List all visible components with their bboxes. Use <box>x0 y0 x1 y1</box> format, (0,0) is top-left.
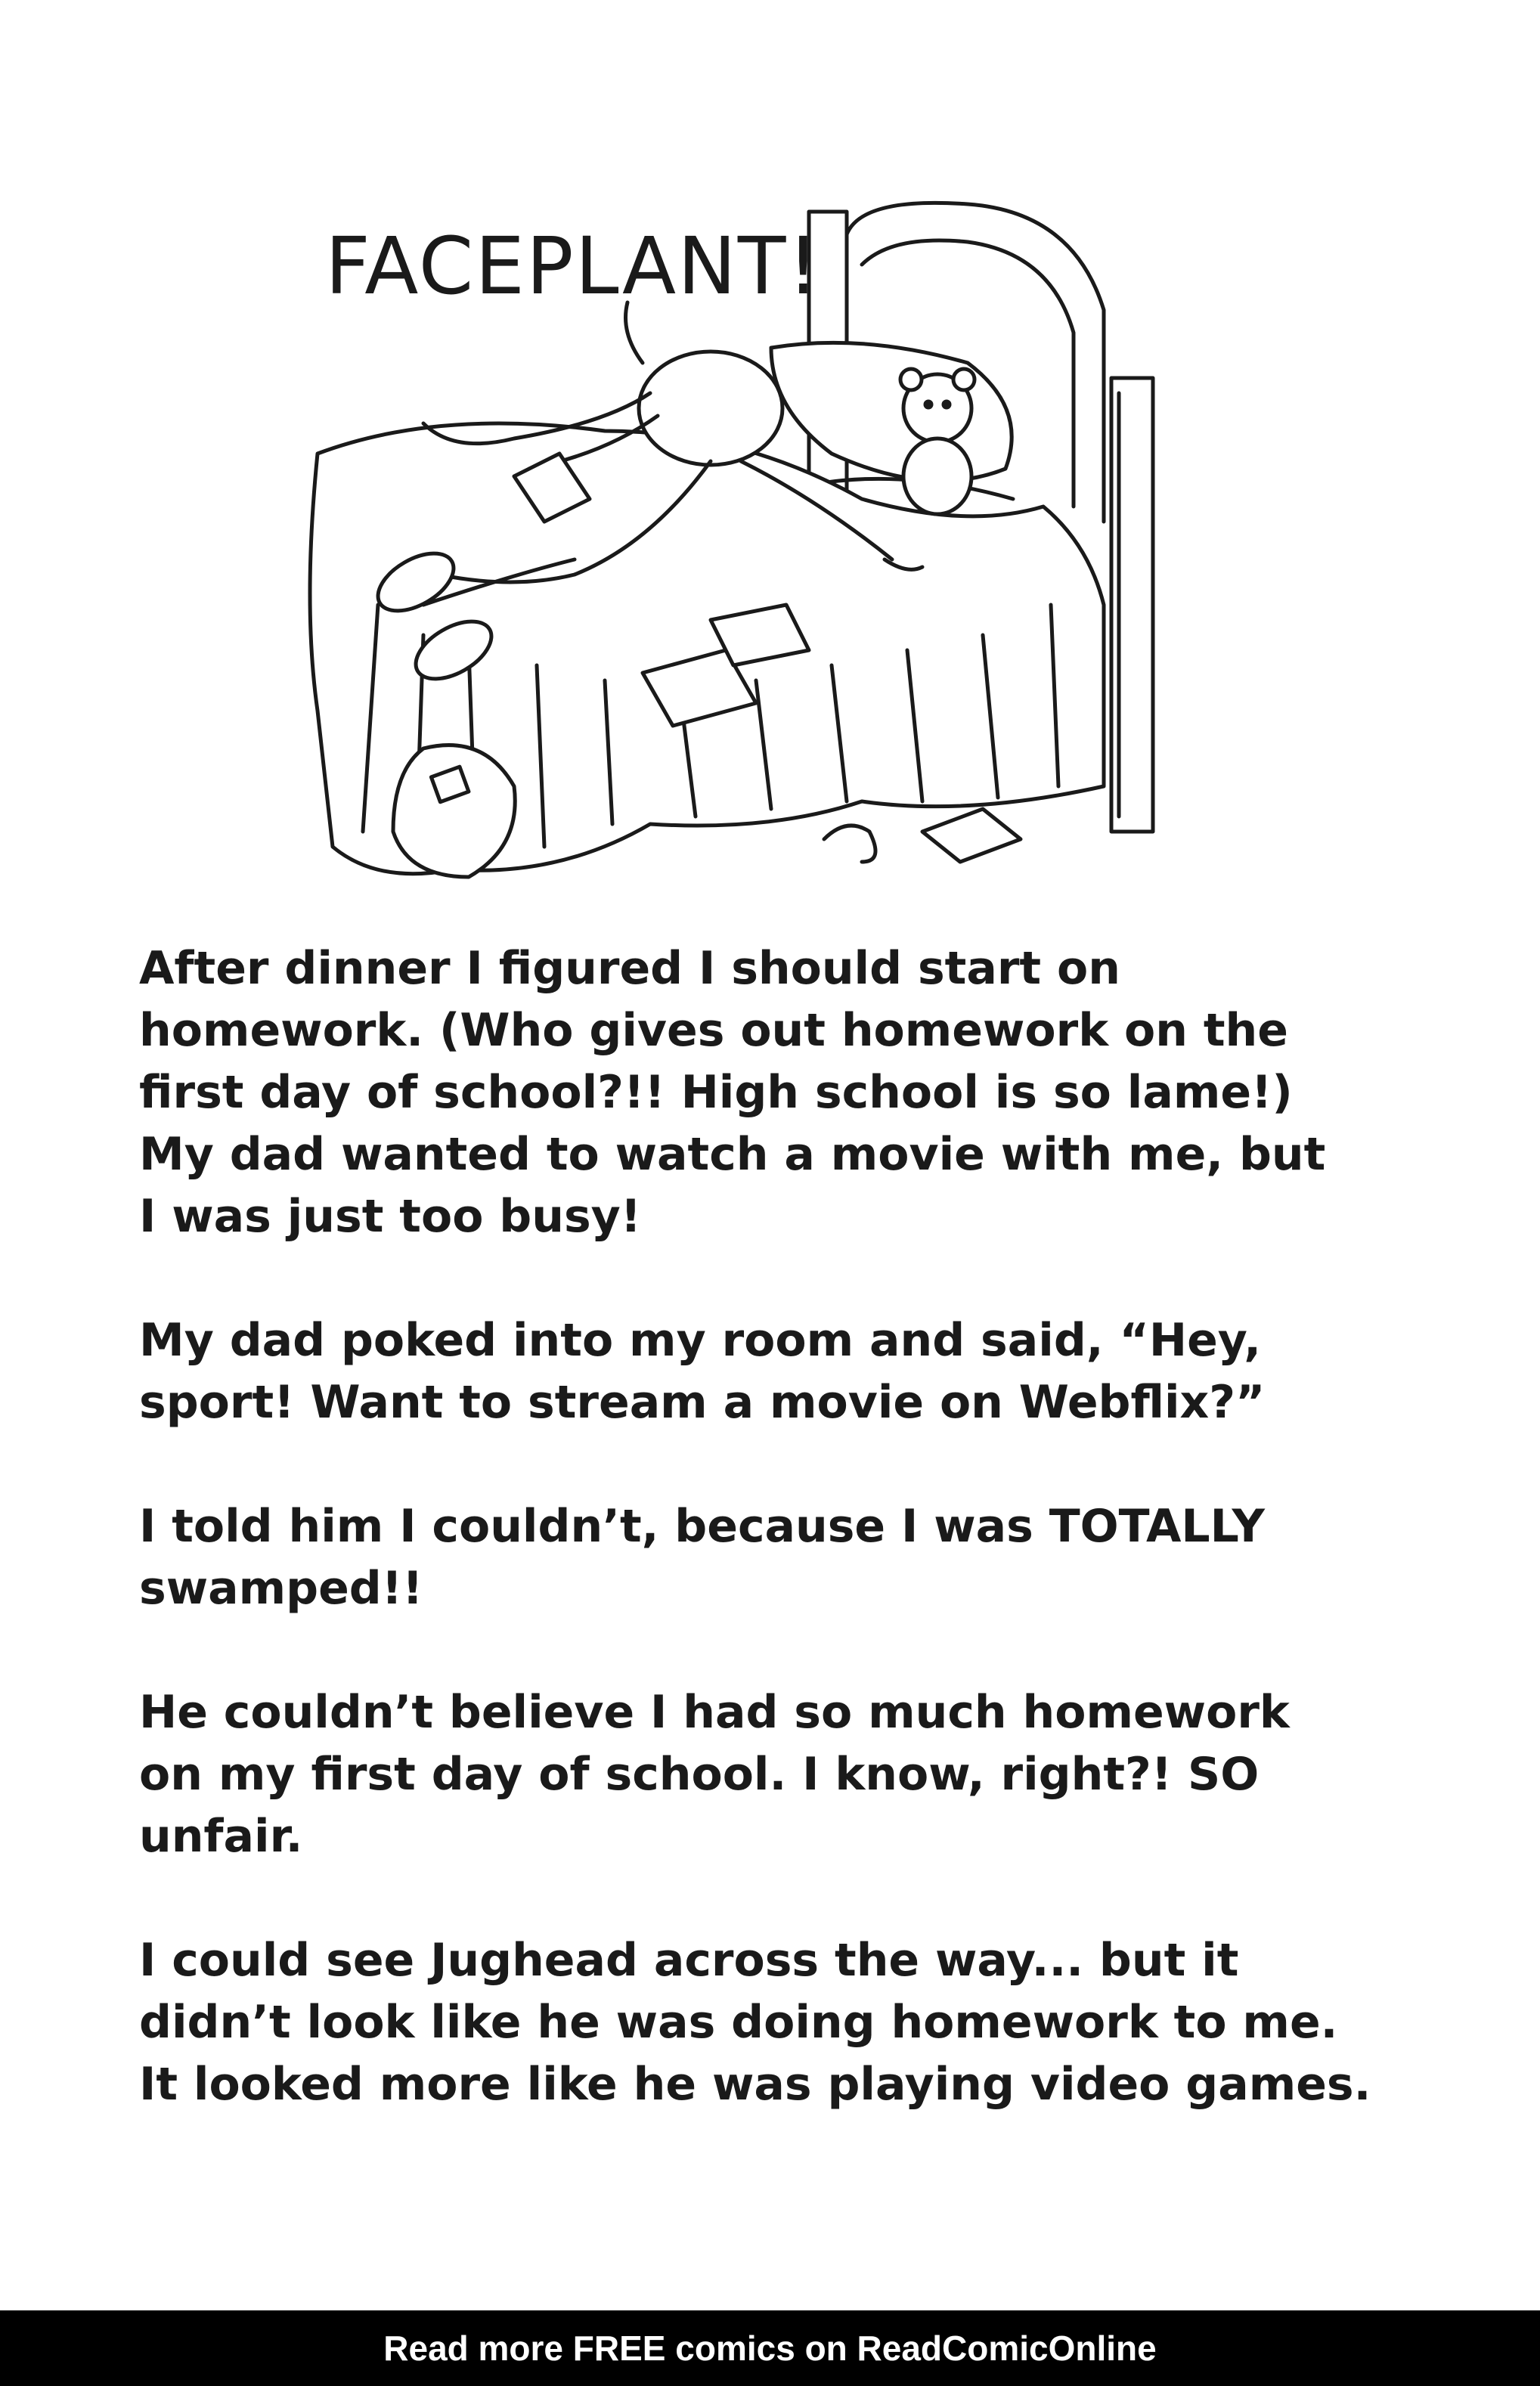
story-paragraph: My dad poked into my room and said, “Hey, sport! Want to stream a movie on Webflix?” <box>139 1314 1266 1429</box>
story-paragraph: I told him I couldn’t, because I was TOTALLY swamped!! <box>139 1500 1265 1615</box>
sound-effect-caption: FACEPLANT! <box>325 220 821 312</box>
story-paragraph: After dinner I figured I should start on homework. (Who gives out homework on the first day of school?!! High school is so lame!) My dad wanted to watch a movie with me, but I was just too busy! <box>139 942 1326 1243</box>
footer-link-text[interactable]: Read more FREE comics on ReadComicOnline <box>383 2329 1157 2368</box>
footer-banner[interactable] <box>0 2310 1540 2386</box>
story-paragraph: I could see Jughead across the way... but it didn’t look like he was doing homework to me. It looked more like he was playing video games. <box>139 1934 1371 2111</box>
story-paragraph: He couldn’t believe I had so much homework on my first day of school. I know, right?! SO unfair. <box>139 1686 1290 1863</box>
story-text <box>139 937 1424 2115</box>
